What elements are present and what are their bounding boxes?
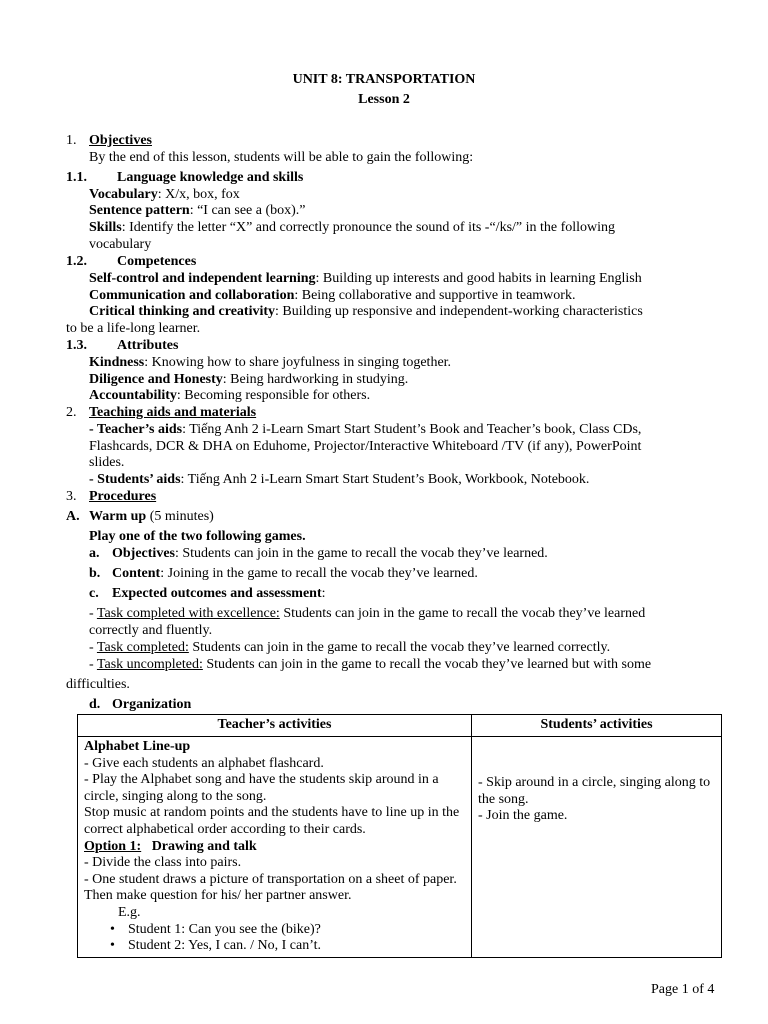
- part-letter: A.: [66, 509, 80, 524]
- section-procedures: [66, 489, 157, 506]
- organization-table: [77, 714, 722, 958]
- warm-up-heading: Warm up (5 minutes): [89, 509, 214, 524]
- competence-critical-thinking-cont: to be a life-long learner.: [66, 321, 201, 336]
- student-step: - Skip around in a circle, singing along to the song.: [478, 775, 711, 807]
- teacher-aids-line: - Teacher’s aids: Tiếng Anh 2 i-Learn Smart Start Student’s Book and Teacher’s book, Class CDs,: [89, 422, 642, 437]
- task-excellence-line-cont: correctly and fluently.: [89, 623, 213, 638]
- task-excellence-line: - Task completed with excellence: Students can join in the game to recall the vocab they’ve learned: [89, 606, 646, 621]
- teacher-aids-line-3: slides.: [89, 455, 125, 470]
- list-item: • Student 2: Yes, I can. / No, I can’t.: [84, 938, 465, 955]
- subsection-heading-competences: Competences: [117, 254, 197, 269]
- subsection-number: 1.1.: [66, 170, 87, 185]
- document-title: UNIT 8: TRANSPORTATION: [292, 72, 476, 87]
- warm-up-objectives: Objectives: Students can join in the game to recall the vocab they’ve learned.: [112, 546, 548, 561]
- item-letter: a.: [89, 546, 100, 561]
- table-row: [78, 737, 722, 958]
- vocabulary-line: Vocabulary: X/x, box, fox: [89, 187, 240, 202]
- warm-up-expected-outcomes: Expected outcomes and assessment:: [112, 586, 326, 601]
- student-step: - Join the game.: [478, 808, 568, 824]
- lesson-subtitle: Lesson 2: [358, 92, 410, 107]
- organization-heading: Organization: [112, 697, 192, 712]
- list-item: • Student 1: Can you see the (bike)?: [84, 922, 465, 939]
- teacher-step: - Give each students an alphabet flashcard.: [84, 755, 324, 771]
- sentence-pattern-line: Sentence pattern: “I can see a (box).”: [89, 203, 306, 218]
- item-letter: c.: [89, 586, 99, 601]
- task-uncompleted-line: - Task uncompleted: Students can join in the game to recall the vocab they’ve learned but with some: [89, 657, 652, 672]
- skills-line-cont: vocabulary: [89, 237, 152, 252]
- teacher-aids-line-2: Flashcards, DCR & DHA on Eduhome, Projector/Interactive Whiteboard /TV (if any), PowerPoint: [89, 439, 642, 454]
- subsection-heading-attributes: Attributes: [117, 338, 179, 353]
- game-title: Alphabet Line-up: [84, 739, 191, 754]
- skills-line: Skills: Identify the letter “X” and correctly pronounce the sound of its -“/ks/” in the following: [89, 220, 616, 235]
- competence-communication: Communication and collaboration: Being collaborative and supportive in teamwork.: [89, 288, 576, 303]
- competence-critical-thinking: Critical thinking and creativity: Building up responsive and independent-working characteristics: [89, 304, 643, 319]
- warm-up-content: Content: Joining in the game to recall the vocab they’ve learned.: [112, 566, 478, 581]
- teacher-step: - One student draws a picture of transportation on a sheet of paper. Then make question for his/ her partner answer.: [84, 871, 457, 904]
- objectives-intro: By the end of this lesson, students will be able to gain the following:: [89, 150, 474, 165]
- item-letter: d.: [89, 697, 101, 712]
- students-aids-line: - Students’ aids: Tiếng Anh 2 i-Learn Smart Start Student’s Book, Workbook, Notebook.: [89, 472, 590, 487]
- section-heading: Objectives: [89, 133, 152, 148]
- section-number: 3.: [66, 489, 77, 504]
- teacher-activities-cell: [78, 737, 472, 958]
- teacher-step: - Play the Alphabet song and have the students skip around in a circle, singing along to the song.: [84, 772, 439, 804]
- task-uncompleted-line-cont: difficulties.: [66, 677, 130, 692]
- section-heading: Procedures: [89, 489, 157, 504]
- students-activities-header: Students’ activities: [472, 715, 722, 737]
- teacher-activities-header: Teacher’s activities: [78, 715, 472, 737]
- section-number: 2.: [66, 405, 77, 420]
- table-header-row: [78, 715, 722, 737]
- teacher-step: - Divide the class into pairs.: [84, 855, 242, 871]
- attribute-diligence: Diligence and Honesty: Being hardworking in studying.: [89, 372, 409, 387]
- play-instruction: Play one of the two following games.: [89, 529, 306, 544]
- item-letter: b.: [89, 566, 101, 581]
- section-number: 1.: [66, 133, 77, 148]
- example-label: E.g.: [118, 904, 141, 920]
- students-activities-cell: [472, 737, 722, 958]
- task-completed-line: - Task completed: Students can join in the game to recall the vocab they’ve learned correctly.: [89, 640, 611, 655]
- section-teaching-aids: [66, 405, 257, 422]
- subsection-number: 1.2.: [66, 254, 87, 269]
- teacher-step: Stop music at random points and the students have to line up in the correct alphabetical order according to their cards.: [84, 805, 460, 837]
- section-objectives: [66, 133, 152, 150]
- attribute-accountability: Accountability: Becoming responsible for others.: [89, 388, 371, 403]
- page-number: Page 1 of 4: [651, 982, 715, 997]
- subsection-number: 1.3.: [66, 338, 87, 353]
- attribute-kindness: Kindness: Knowing how to share joyfulness in singing together.: [89, 355, 452, 370]
- section-heading: Teaching aids and materials: [89, 405, 257, 420]
- competence-self-control: Self-control and independent learning: Building up interests and good habits in learning English: [89, 271, 642, 286]
- option-heading: Option 1: Drawing and talk: [84, 838, 257, 854]
- subsection-heading-language: Language knowledge and skills: [117, 170, 304, 185]
